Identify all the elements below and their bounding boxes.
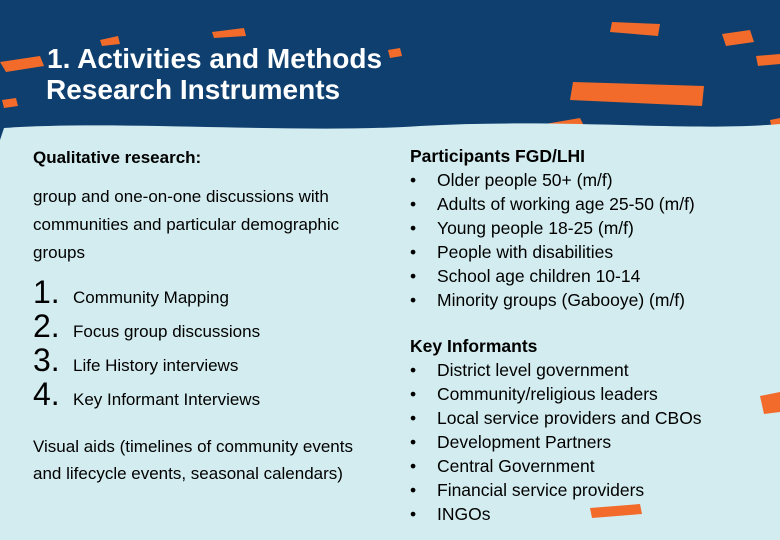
list-item [410, 502, 770, 526]
participants-heading: Participants FGD/LHI [410, 146, 586, 166]
list-item [410, 358, 770, 382]
participant-label: School age children 10-14 [437, 266, 641, 286]
bullet: • [410, 290, 417, 310]
key-informants-list [410, 358, 770, 526]
participants-column [410, 144, 770, 526]
method-number: 4. [33, 376, 60, 412]
informant-label: Community/religious leaders [437, 384, 658, 404]
method-label: Key Informant Interviews [73, 390, 261, 409]
list-item [33, 377, 378, 411]
list-item [410, 430, 770, 454]
list-item [410, 382, 770, 406]
bullet: • [410, 242, 417, 262]
visual-aids-text: Visual aids (timelines of community events and lifecycle events, seasonal calendars) [33, 437, 353, 483]
key-informants-heading: Key Informants [410, 336, 538, 356]
list-item [410, 192, 770, 216]
participant-label: Older people 50+ (m/f) [437, 170, 613, 190]
brush-stroke [388, 48, 402, 58]
methods-list [33, 275, 378, 411]
qualitative-description: group and one-on-one discussions with communities and particular demographic groups [33, 187, 340, 262]
bullet: • [410, 456, 417, 476]
informant-label: Central Government [437, 456, 595, 476]
method-number: 1. [33, 274, 60, 310]
list-item [410, 216, 770, 240]
brush-stroke [2, 98, 18, 108]
brush-stroke [722, 30, 754, 46]
participant-label: Adults of working age 25-50 (m/f) [437, 194, 695, 214]
slide-title-line2: Research Instruments [46, 73, 341, 105]
list-item [410, 478, 770, 502]
informant-label: INGOs [437, 504, 491, 524]
brush-stroke [0, 56, 44, 72]
brush-stroke [610, 22, 660, 36]
list-item [33, 309, 378, 343]
bullet: • [410, 218, 417, 238]
bullet: • [410, 170, 417, 190]
list-item [410, 454, 770, 478]
participant-label: People with disabilities [437, 242, 614, 262]
bullet: • [410, 432, 417, 452]
slide-title-line1: 1. Activities and Methods [47, 43, 383, 74]
bullet: • [410, 480, 417, 500]
informant-label: Development Partners [437, 432, 612, 452]
bullet: • [410, 266, 417, 286]
bullet: • [410, 194, 417, 214]
qualitative-heading: Qualitative research: [33, 148, 202, 167]
bullet: • [410, 360, 417, 380]
method-number: 2. [33, 308, 60, 344]
list-item [410, 288, 770, 312]
list-item [33, 343, 378, 377]
list-item [410, 264, 770, 288]
participants-list [410, 168, 770, 312]
list-item [410, 240, 770, 264]
method-label: Life History interviews [73, 356, 239, 375]
bullet: • [410, 384, 417, 404]
method-label: Community Mapping [73, 288, 229, 307]
informant-label: District level government [437, 360, 629, 380]
bullet: • [410, 408, 417, 428]
method-label: Focus group discussions [73, 322, 261, 341]
list-item [33, 275, 378, 309]
method-number: 3. [33, 342, 60, 378]
brush-stroke [212, 28, 246, 38]
list-item [410, 168, 770, 192]
slide-title [47, 44, 382, 106]
participant-label: Minority groups (Gabooye) (m/f) [437, 290, 685, 310]
informant-label: Local service providers and CBOs [437, 408, 702, 428]
participant-label: Young people 18-25 (m/f) [437, 218, 634, 238]
brush-stroke [756, 54, 780, 66]
informant-label: Financial service providers [437, 480, 645, 500]
qualitative-research-column [33, 148, 378, 411]
list-item [410, 406, 770, 430]
brush-stroke [570, 82, 704, 106]
bullet: • [410, 504, 417, 524]
